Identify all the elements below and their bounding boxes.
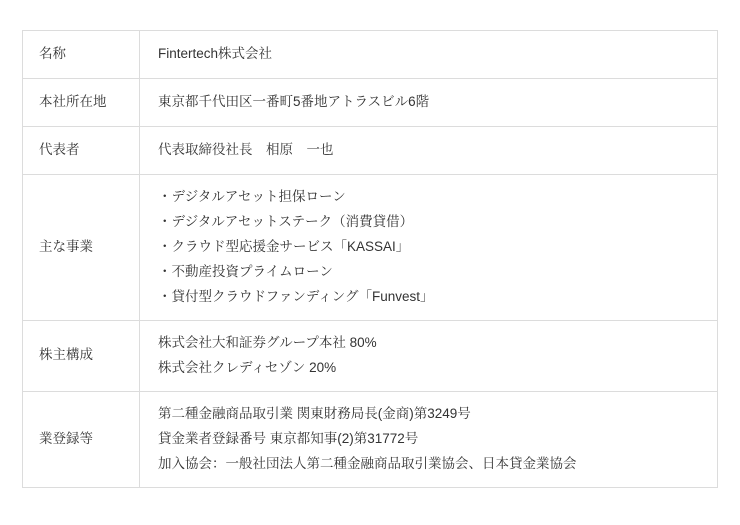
value-line: 加入協会：一般社団法人第二種金融商品取引業協会、日本貸金業協会 bbox=[158, 455, 577, 471]
value-line: Fintertech株式会社 bbox=[158, 46, 273, 62]
value-line: 株式会社クレディセゾン 20% bbox=[158, 359, 337, 375]
value-lines bbox=[158, 185, 701, 310]
row-value bbox=[140, 127, 718, 175]
value-line: ・デジタルアセット担保ローン bbox=[158, 189, 346, 204]
value-line: ・デジタルアセットステーク（消費貸借） bbox=[158, 213, 414, 229]
value-lines bbox=[158, 42, 701, 67]
value-line: 東京都千代田区一番町5番地アトラスビル6階 bbox=[158, 94, 430, 110]
value-line: ・貸付型クラウドファンディング「Funvest」 bbox=[158, 288, 434, 304]
value-lines bbox=[158, 402, 701, 477]
row-label: 名称 bbox=[23, 31, 140, 79]
table-row bbox=[23, 79, 718, 127]
value-line: ・不動産投資プライムローン bbox=[158, 263, 333, 279]
row-value bbox=[140, 31, 718, 79]
row-value bbox=[140, 175, 718, 321]
row-value bbox=[140, 320, 718, 391]
row-label: 株主構成 bbox=[23, 320, 140, 391]
table-row bbox=[23, 320, 718, 391]
row-label: 主な事業 bbox=[23, 175, 140, 321]
value-lines bbox=[158, 90, 701, 115]
row-label: 本社所在地 bbox=[23, 79, 140, 127]
value-line: 株式会社大和証券グループ本社 80% bbox=[158, 334, 377, 350]
value-line: ・クラウド型応援金サービス「KASSAI」 bbox=[158, 238, 410, 254]
value-lines bbox=[158, 138, 701, 163]
table-body bbox=[23, 31, 718, 488]
row-label: 代表者 bbox=[23, 127, 140, 175]
row-label: 業登録等 bbox=[23, 391, 140, 487]
table-row bbox=[23, 175, 718, 321]
table-row bbox=[23, 127, 718, 175]
row-value bbox=[140, 79, 718, 127]
table-row bbox=[23, 31, 718, 79]
value-line: 第二種金融商品取引業 関東財務局長(金商)第3249号 bbox=[158, 405, 471, 421]
row-value bbox=[140, 391, 718, 487]
value-line: 代表取締役社長 相原 一也 bbox=[158, 142, 334, 158]
table-row bbox=[23, 391, 718, 487]
value-line: 貸金業者登録番号 東京都知事(2)第31772号 bbox=[158, 430, 419, 446]
value-lines bbox=[158, 331, 701, 381]
company-profile-table bbox=[22, 30, 718, 488]
